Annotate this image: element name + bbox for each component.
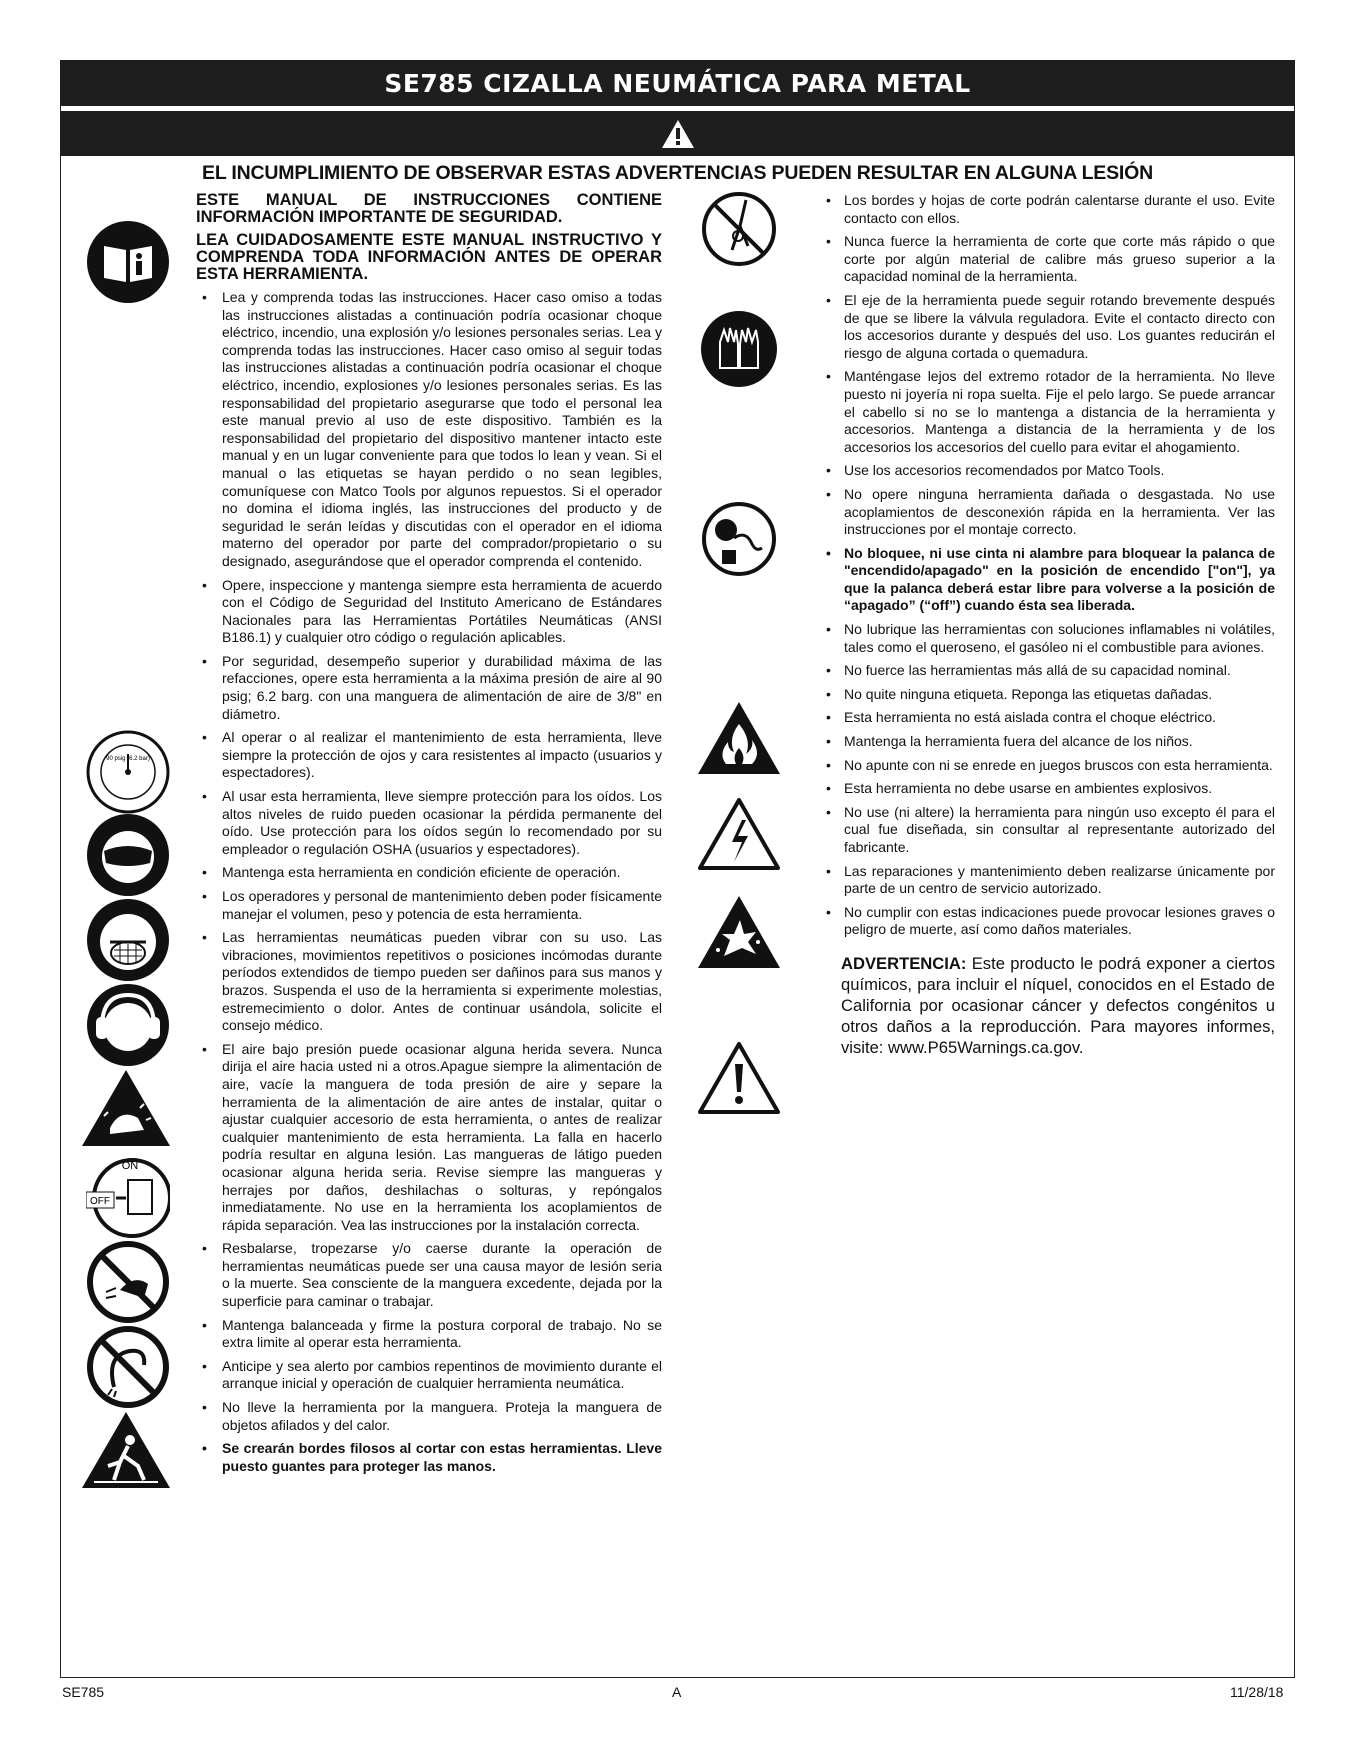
list-item: • Por seguridad, desempeño superior y durabilidad máxima de las refacciones, opere esta herramienta a la máxima presión de aire al 90 psig; 6.2 barg. con una manguera de alimentación de aire de 3/8" en diámetro.	[196, 653, 662, 723]
list-item: • Manténgase lejos del extremo rotador de la herramienta. No lleve puesto ni joyería ni ropa suelta. Fije el pelo largo. Se puede arrancar el cabello si no se lo mantenga a distancia de la herramienta y accesorios. Mantenga a distancia de la herramienta y de los accesorios los accesorios del cuello para evitar el ahogamiento.	[823, 368, 1275, 456]
no-air-at-person-icon	[86, 1240, 170, 1324]
warning-bar	[60, 111, 1295, 156]
list-item: • Resbalarse, tropezarse y/o caerse durante la operación de herramientas neumáticas puede ser una causa mayor de lesión seria o la muerte. Sea consciente de la manguera excedente, dejada por la superficie para caminar o trabajar.	[196, 1240, 662, 1310]
list-item: • No apunte con ni se enrede en juegos bruscos con esta herramienta.	[823, 757, 1275, 775]
gauge-label: 90 psig (6.2 bar)	[106, 756, 150, 762]
left-bullet-list	[196, 289, 662, 1475]
vibration-icon	[80, 1068, 172, 1148]
list-item: • Los operadores y personal de mantenimiento deben poder físicamente manejar el volumen, peso y potencia de esta herramienta.	[196, 888, 662, 923]
pressure-gauge-icon	[86, 730, 170, 814]
no-whip-hose-icon	[86, 1325, 170, 1409]
list-item: • Las reparaciones y mantenimiento deben realizarse únicamente por parte de un centro de servicio autorizado.	[823, 863, 1275, 898]
list-item: • Anticipe y sea alerto por cambios repentinos de movimiento durante el arranque inicial y operación de cualquier herramienta neumática.	[196, 1358, 662, 1393]
page-title: SE785 CIZALLA NEUMÁTICA PARA METAL	[384, 68, 971, 98]
list-item: • Opere, inspeccione y mantenga siempre esta herramienta de acuerdo con el Código de Seguridad del Instituto Americano de Estándares Nacionales para las Herramientas Portátiles Neumáticas (ANSI B186.1) y cualquier otro código o regulación aplicables.	[196, 577, 662, 647]
title-bar	[60, 60, 1295, 106]
list-item: • No quite ninguna etiqueta. Reponga las etiquetas dañadas.	[823, 686, 1275, 704]
list-item: • No use (ni altere) la herramienta para ningún uso excepto él para el cual fue diseñada, sin consultar al representante autorizado del fabricante.	[823, 804, 1275, 857]
list-item: • Las herramientas neumáticas pueden vibrar con su uso. Las vibraciones, movimientos repetitivos o posiciones incómodas durante períodos extendidos de tiempo pueden ser dañinos para sus manos y brazos. Suspenda el uso de la herramienta si experimente molestias, estremecimiento o dolor. Antes de continuar usándola, solicite el consejo médico.	[196, 929, 662, 1035]
intro-line-2: LEA CUIDADOSAMENTE ESTE MANUAL INSTRUCTIVO Y COMPRENDA TODA INFORMACIÓN ANTES DE OPERAR ESTA HERRAMIENTA.	[196, 231, 662, 283]
list-item: • El aire bajo presión puede ocasionar alguna herida severa. Nunca dirija el aire hacia usted ni a otros.Apague siempre la alimentación de aire, vacíe la manguera de toda presión de aire y separe la herramienta de la alimentación de aire antes de instalar, quitar o ajustar cualquier accesorio de esta herramienta, o antes de realizar cualquier mantenimiento de esta herramienta. La falla en hacerlo podría resultar en alguna lesión. Las mangueras de látigo pueden ocasionar alguna herida seria. Revise siempre las mangueras y herrajes por daños, deshilachas o solturas, y repóngalos inmediatamente. No use en la herramienta los acoplamientos de rápida separación. Vea las instrucciones por la instalación correcta.	[196, 1041, 662, 1235]
flammable-icon	[696, 700, 782, 776]
hair-entanglement-icon	[700, 500, 778, 578]
list-item: • Se crearán bordes filosos al cortar con estas herramientas. Lleve puesto guantes para proteger las manos.	[196, 1440, 662, 1475]
footer-date: 11/28/18	[1230, 1684, 1284, 1700]
air-switch-icon	[86, 1152, 170, 1242]
gloves-icon	[700, 310, 778, 388]
left-column	[196, 192, 662, 1481]
list-item: • Al operar o al realizar el mantenimiento de esta herramienta, lleve siempre la protección de ojos y cara resistentes al impacto (usuarios y espectadores).	[196, 729, 662, 782]
switch-off-label: OFF	[90, 1196, 110, 1207]
prop65-text: Este producto le podrá exponer a ciertos químicos, para incluir el níquel, conocidos en el Estado de California por ocasionar cáncer y defectos congénitos u otros daños a la reproducción. Para mayores informes, visite: www.P65Warnings.ca.gov.	[841, 953, 1275, 1057]
list-item: • El eje de la herramienta puede seguir rotando brevemente después de que se libere la válvula reguladora. Evite el contacto directo con los accesorios durante y después del uso. Los guantes reducirán el riesgo de alguna cortada o quemadura.	[823, 292, 1275, 362]
electric-shock-icon	[696, 796, 782, 872]
right-bullet-list	[823, 192, 1275, 939]
hearing-protection-icon	[86, 983, 170, 1067]
list-item: • Mantenga balanceada y firme la postura corporal de trabajo. No se extra limite al operar esta herramienta.	[196, 1317, 662, 1352]
switch-on-label: ON	[121, 1160, 139, 1172]
list-item: • Use los accesorios recomendados por Matco Tools.	[823, 462, 1275, 480]
warning-headline: EL INCUMPLIMIENTO DE OBSERVAR ESTAS ADVERTENCIAS PUEDEN RESULTAR EN ALGUNA LESIÓN	[202, 162, 1153, 184]
eye-protection-icon	[86, 813, 170, 897]
prop65-label: ADVERTENCIA:	[841, 953, 967, 973]
slip-trip-icon	[80, 1410, 172, 1490]
list-item: • Esta herramienta no está aislada contra el choque eléctrico.	[823, 709, 1275, 727]
prop65-warning	[823, 953, 1275, 1058]
list-item: • Al usar esta herramienta, lleve siempre protección para los oídos. Los altos niveles de ruido pueden ocasionar la pérdida permanente del oído. Use protección para los oídos según lo recomendado por su empleador o regulación OSHA (usuarios y espectadores).	[196, 788, 662, 858]
footer-model: SE785	[62, 1684, 105, 1700]
explosion-icon	[696, 894, 782, 970]
list-item: • No lleve la herramienta por la manguera. Proteja la manguera de objetos afilados y del calor.	[196, 1399, 662, 1434]
list-item: • Los bordes y hojas de corte podrán calentarse durante el uso. Evite contacto con ellos.	[823, 192, 1275, 227]
respirator-icon	[86, 898, 170, 982]
list-item: • No cumplir con estas indicaciones puede provocar lesiones graves o peligro de muerte, así como daños materiales.	[823, 904, 1275, 939]
general-warning-icon	[696, 1040, 782, 1116]
read-manual-icon	[86, 220, 170, 304]
right-column	[823, 192, 1275, 1075]
list-item: • Esta herramienta no debe usarse en ambientes explosivos.	[823, 780, 1275, 798]
list-item: • No fuerce las herramientas más allá de su capacidad nominal.	[823, 662, 1275, 680]
list-item: • Mantenga la herramienta fuera del alcance de los niños.	[823, 733, 1275, 751]
list-item: • Mantenga esta herramienta en condición eficiente de operación.	[196, 864, 662, 882]
warning-triangle-icon	[660, 118, 696, 150]
list-item: • Nunca fuerce la herramienta de corte que corte más rápido o que corte por algún material de calibre más grueso superior a la capacidad nominal de la herramienta.	[823, 233, 1275, 286]
no-loose-clothing-icon	[700, 190, 778, 268]
list-item: • No lubrique las herramientas con soluciones inflamables ni volátiles, tales como el queroseno, el gasóleo ni el combustible para aviones.	[823, 621, 1275, 656]
list-item: • Lea y comprenda todas las instrucciones. Hacer caso omiso a todas las instrucciones alistadas a continuación podría ocasionar choque eléctrico, incendio, una explosión y/o lesiones personales serias. Lea y comprenda todas las instrucciones. Hacer caso omiso al seguir todas las instrucciones alistadas a continuación podría ocasionar el choque eléctrico, incendio, explosiones y/o lesiones personales serias. Es las responsabilidad del propietario asegurarse que todo el personal lea este manual previo al uso de este dispositivo. También es la responsabilidad del propietario del dispositivo mantener intacto este manual y en un lugar conveniente para que todos lo lean y vean. Si el manual o las etiquetas se hayan perdido o no sean legibles, comuníquese con Matco Tools por algunos repuestos. Si el operador no domina el idioma inglés, las instrucciones del producto y de seguridad le serán leídas y discutidas con el operador en el idioma materno del operador por parte del comprador/propietario o su designado, asegurándose que el operador comprenda el contenido.	[196, 289, 662, 571]
footer-page: A	[672, 1684, 682, 1700]
list-item: • No bloquee, ni use cinta ni alambre para bloquear la palanca de "encendido/apagado" en la posición de encendido ["on"], ya que la palanca deberá estar libre para volverse a la posición de “apagado” (“off”) cuando ésta sea liberada.	[823, 545, 1275, 615]
intro-line-1: ESTE MANUAL DE INSTRUCCIONES CONTIENE INFORMACIÓN IMPORTANTE DE SEGURIDAD.	[196, 191, 662, 226]
list-item: • No opere ninguna herramienta dañada o desgastada. No use acoplamientos de desconexión rápida en la herramienta. Ver las instrucciones por el montaje correcto.	[823, 486, 1275, 539]
